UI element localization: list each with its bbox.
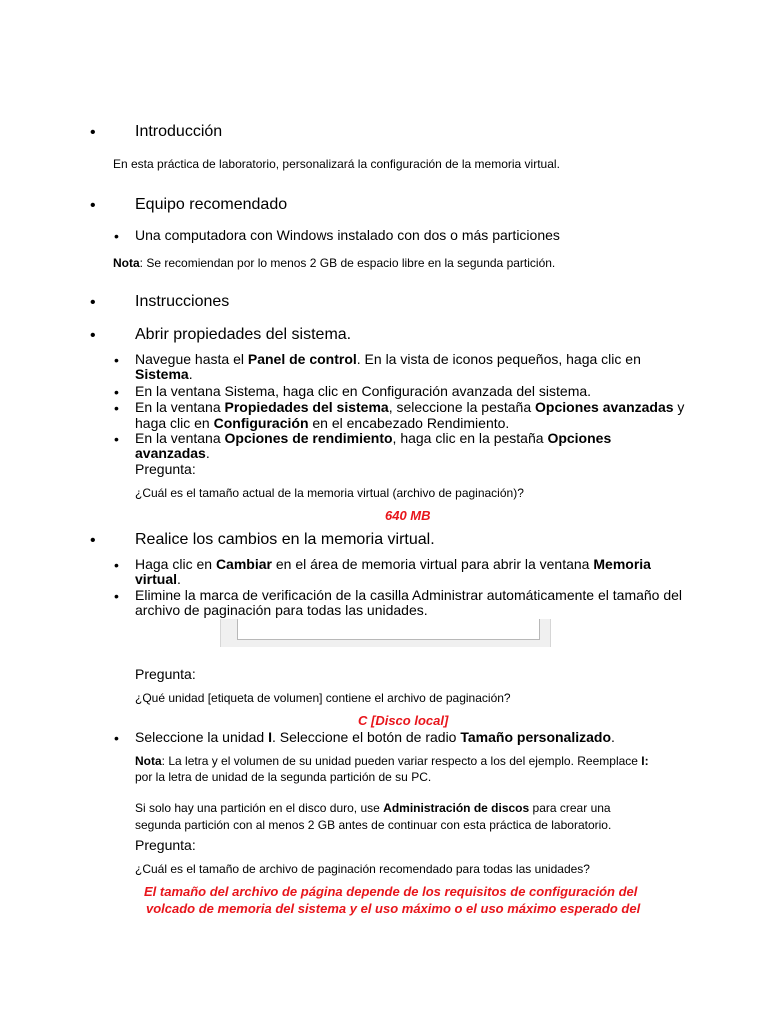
text-bold: Opciones de rendimiento bbox=[224, 430, 393, 446]
text-bold: I: bbox=[641, 754, 649, 768]
text: . bbox=[205, 445, 210, 461]
screenshot-fragment bbox=[220, 619, 551, 647]
section-heading-changes: Realice los cambios en la memoria virtual. bbox=[135, 531, 435, 548]
note-label: Nota bbox=[113, 256, 140, 270]
text-bold: Cambiar bbox=[215, 556, 272, 572]
open-props-item4-line1 bbox=[135, 430, 611, 446]
changes-item2-line1: Elimine la marca de verificación de la casilla Administrar automáticamente el tamaño del bbox=[135, 587, 683, 603]
open-props-item3-line1 bbox=[135, 399, 684, 415]
bullet: • bbox=[90, 532, 96, 549]
changes-note-line2: por la letra de unidad de la segunda partición de su PC. bbox=[135, 770, 432, 784]
text: en el encabezado Rendimiento. bbox=[308, 415, 510, 431]
changes-item1-line2 bbox=[135, 571, 181, 587]
text: en el área de memoria virtual para abrir la ventana bbox=[271, 556, 594, 572]
text: Navegue hasta el bbox=[135, 351, 248, 367]
partition-line1 bbox=[135, 801, 611, 815]
text-bold: Administración de discos bbox=[383, 801, 530, 815]
bullet: • bbox=[114, 730, 119, 746]
changes-item2-line2: archivo de paginación para todas las unidades. bbox=[135, 602, 428, 618]
intro-text: En esta práctica de laboratorio, personalizará la configuración de la memoria virtual. bbox=[113, 157, 560, 171]
open-props-item3-line2 bbox=[135, 415, 509, 431]
changes-note-line1 bbox=[135, 754, 649, 768]
bullet: • bbox=[90, 294, 96, 311]
bullet: • bbox=[114, 557, 119, 573]
text: . bbox=[177, 571, 181, 587]
bullet: • bbox=[90, 327, 96, 344]
text: : La letra y el volumen de su unidad pueden variar respecto a los del ejemplo. Reemplace bbox=[161, 754, 642, 768]
text-bold: avanzadas bbox=[135, 445, 206, 461]
question-text: ¿Cuál es el tamaño actual de la memoria virtual (archivo de paginación)? bbox=[135, 486, 524, 500]
answer-line2: volcado de memoria del sistema y el uso máximo o el uso máximo esperado del bbox=[146, 901, 641, 916]
changes-item1-line1 bbox=[135, 556, 651, 572]
text-bold: Sistema bbox=[135, 366, 189, 382]
bullet: • bbox=[114, 431, 119, 447]
note-text: : Se recomiendan por lo menos 2 GB de espacio libre en la segunda partición. bbox=[139, 256, 556, 270]
open-props-item1-line2 bbox=[135, 366, 193, 382]
partition-line2: segunda partición con al menos 2 GB antes de continuar con esta práctica de laboratorio. bbox=[135, 818, 612, 832]
text: En la ventana bbox=[135, 399, 225, 415]
text-bold: Propiedades del sistema bbox=[224, 399, 389, 415]
text-bold: virtual bbox=[135, 571, 178, 587]
section-heading-open-props: Abrir propiedades del sistema. bbox=[135, 326, 352, 343]
changes-item3 bbox=[135, 729, 615, 745]
text-bold: Tamaño personalizado bbox=[460, 729, 612, 745]
note-label: Nota bbox=[135, 754, 162, 768]
bullet: • bbox=[90, 124, 96, 141]
text: , haga clic en la pestaña bbox=[392, 430, 548, 446]
text: , seleccione la pestaña bbox=[388, 399, 536, 415]
text: para crear una bbox=[529, 801, 611, 815]
question-label: Pregunta: bbox=[135, 837, 196, 853]
section-heading-intro: Introducción bbox=[135, 123, 223, 140]
screenshot-fragment-panel bbox=[237, 619, 540, 640]
question-label: Pregunta: bbox=[135, 666, 196, 682]
question-label: Pregunta: bbox=[135, 461, 196, 477]
answer-text: C [Disco local] bbox=[358, 713, 449, 728]
open-props-item2: En la ventana Sistema, haga clic en Configuración avanzada del sistema. bbox=[135, 383, 592, 399]
bullet: • bbox=[114, 352, 119, 368]
equipment-item: Una computadora con Windows instalado con dos o más particiones bbox=[135, 227, 560, 243]
equipment-note bbox=[113, 256, 555, 270]
text-bold: Memoria bbox=[593, 556, 651, 572]
section-heading-instructions: Instrucciones bbox=[135, 293, 230, 310]
text: Seleccione la unidad bbox=[135, 729, 269, 745]
bullet: • bbox=[114, 228, 119, 244]
text-bold: I bbox=[268, 729, 272, 745]
text: haga clic en bbox=[135, 415, 214, 431]
question-text: ¿Cuál es el tamaño de archivo de paginación recomendado para todas las unidades? bbox=[135, 862, 590, 876]
bullet: • bbox=[90, 197, 96, 214]
text-bold: Configuración bbox=[213, 415, 309, 431]
bullet: • bbox=[114, 588, 119, 604]
text: Si solo hay una partición en el disco duro, use bbox=[135, 801, 384, 815]
open-props-item4-line2 bbox=[135, 445, 210, 461]
open-props-item1-line1 bbox=[135, 351, 641, 367]
text: Haga clic en bbox=[135, 556, 216, 572]
bullet: • bbox=[114, 400, 119, 416]
text-bold: Panel de control bbox=[247, 351, 357, 367]
bullet: • bbox=[114, 384, 119, 400]
text-bold: Opciones avanzadas bbox=[535, 399, 674, 415]
section-heading-equipment: Equipo recomendado bbox=[135, 196, 288, 213]
text-bold: Opciones bbox=[547, 430, 612, 446]
text: . Seleccione el botón de radio bbox=[272, 729, 461, 745]
text: y bbox=[673, 399, 685, 415]
text: . bbox=[611, 729, 615, 745]
text: . En la vista de iconos pequeños, haga clic en bbox=[356, 351, 641, 367]
text: . bbox=[188, 366, 193, 382]
answer-line1: El tamaño del archivo de página depende de los requisitos de configuración del bbox=[144, 884, 638, 899]
answer-text: 640 MB bbox=[385, 508, 431, 523]
text: En la ventana bbox=[135, 430, 225, 446]
question-text: ¿Qué unidad [etiqueta de volumen] contiene el archivo de paginación? bbox=[135, 691, 511, 705]
